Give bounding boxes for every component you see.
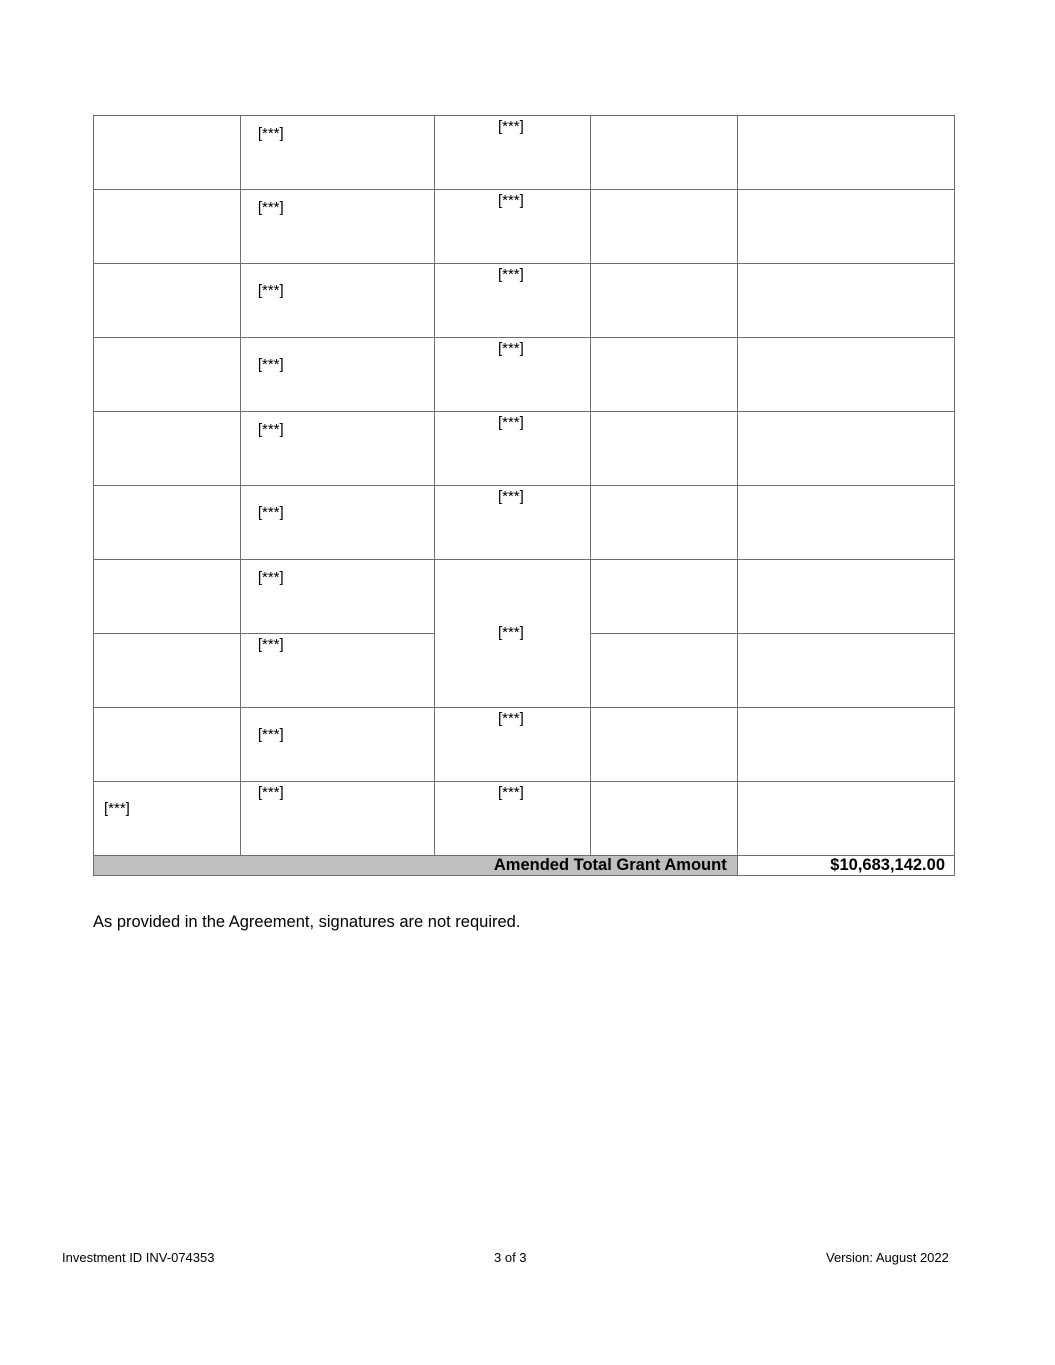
table-row — [94, 560, 955, 634]
table-cell — [240, 264, 434, 338]
table-cell — [94, 486, 241, 560]
signature-note: As provided in the Agreement, signatures are not required. — [93, 913, 521, 931]
redacted-text: [***] — [257, 356, 284, 373]
total-row — [94, 856, 955, 876]
table-cell — [737, 560, 954, 634]
table-cell — [590, 412, 737, 486]
table-cell — [590, 116, 737, 190]
table-cell — [434, 190, 590, 264]
redacted-text: [***] — [497, 624, 524, 641]
table-cell — [94, 338, 241, 412]
table-cell — [590, 634, 737, 708]
redacted-text: [***] — [257, 282, 284, 299]
table-cell — [737, 190, 954, 264]
table-cell — [94, 264, 241, 338]
table-cell — [590, 486, 737, 560]
grant-table — [93, 115, 955, 876]
table-cell — [434, 412, 590, 486]
table-cell — [590, 190, 737, 264]
table-cell-merged — [434, 560, 590, 708]
redacted-text: [***] — [497, 710, 524, 727]
redacted-text: [***] — [497, 414, 524, 431]
table-cell — [737, 338, 954, 412]
table-cell — [434, 264, 590, 338]
table-cell — [240, 782, 434, 856]
table-cell — [737, 264, 954, 338]
redacted-text: [***] — [497, 488, 524, 505]
table-cell — [590, 708, 737, 782]
redacted-text: [***] — [257, 125, 284, 142]
table-cell — [737, 486, 954, 560]
redacted-text: [***] — [257, 199, 284, 216]
table-row — [94, 338, 955, 412]
table-row — [94, 412, 955, 486]
table-cell — [94, 412, 241, 486]
table-cell — [434, 486, 590, 560]
redacted-text: [***] — [257, 636, 284, 653]
table-cell — [590, 338, 737, 412]
redacted-text: [***] — [257, 569, 284, 586]
table-cell — [94, 560, 241, 634]
redacted-text: [***] — [497, 266, 524, 283]
table-cell — [590, 782, 737, 856]
table-cell — [737, 412, 954, 486]
table-cell — [240, 190, 434, 264]
footer-page-number: 3 of 3 — [494, 1250, 527, 1265]
footer-investment-id: Investment ID INV-074353 — [62, 1250, 215, 1265]
redacted-text: [***] — [257, 421, 284, 438]
table-cell — [434, 116, 590, 190]
footer-version: Version: August 2022 — [826, 1250, 949, 1265]
table-cell — [737, 708, 954, 782]
total-amount: $10,683,142.00 — [737, 856, 954, 876]
redacted-text: [***] — [497, 340, 524, 357]
table-cell — [240, 560, 434, 634]
table-row — [94, 116, 955, 190]
total-label: Amended Total Grant Amount — [94, 856, 738, 876]
table-cell — [94, 782, 241, 856]
table-cell — [240, 116, 434, 190]
table-cell — [240, 338, 434, 412]
redacted-text: [***] — [257, 726, 284, 743]
table-cell — [240, 412, 434, 486]
table-row — [94, 264, 955, 338]
redacted-text: [***] — [257, 784, 284, 801]
redacted-text: [***] — [497, 784, 524, 801]
table-cell — [94, 708, 241, 782]
table-cell — [434, 338, 590, 412]
redacted-text: [***] — [104, 800, 130, 817]
table-cell — [737, 634, 954, 708]
table-cell — [94, 116, 241, 190]
table-cell — [590, 264, 737, 338]
table-cell — [94, 190, 241, 264]
table-cell — [434, 782, 590, 856]
table-cell — [94, 634, 241, 708]
table-row — [94, 782, 955, 856]
table-cell — [434, 708, 590, 782]
redacted-text: [***] — [497, 118, 524, 135]
table-cell — [240, 486, 434, 560]
table-cell — [240, 634, 434, 708]
redacted-text: [***] — [257, 504, 284, 521]
table-row — [94, 190, 955, 264]
redacted-text: [***] — [497, 192, 524, 209]
table-row — [94, 486, 955, 560]
table-cell — [590, 560, 737, 634]
table-cell — [737, 782, 954, 856]
table-cell — [737, 116, 954, 190]
table-row — [94, 708, 955, 782]
table-cell — [240, 708, 434, 782]
